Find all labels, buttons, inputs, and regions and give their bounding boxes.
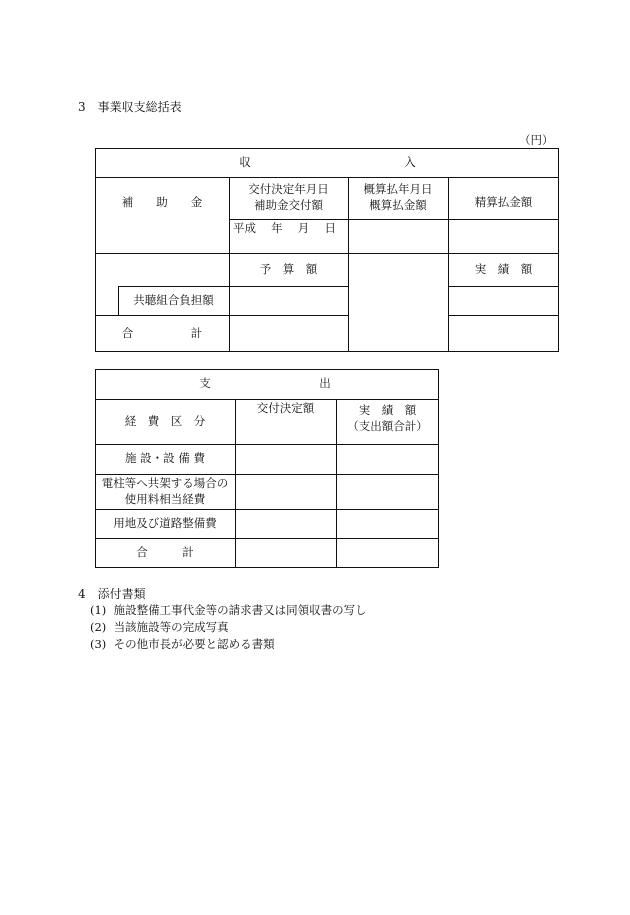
shared-burden-label: 共聴組合負担額 (133, 292, 214, 307)
estimate-header (348, 177, 448, 219)
category-label: 経 費 区 分 (124, 413, 206, 428)
expense-title-left: 支 (199, 376, 211, 391)
expense-decision-header: 交付決定額 (256, 401, 315, 416)
attachment-item-3: (3) その他市長が必要と認める書類 (90, 637, 275, 651)
expense-row-total: 合 計 (136, 545, 194, 560)
income-title-right: 入 (404, 154, 416, 169)
expense-actual-line2: （支出額合計） (347, 419, 428, 433)
actual-label: 実 績 額 (474, 261, 533, 276)
estimate-header-line1: 概算払年月日 (363, 182, 433, 197)
unit-label: （円） (519, 133, 554, 147)
expense-title-right: 出 (319, 376, 331, 391)
subsidy-label: 補 助 金 (121, 195, 203, 210)
estimate-header-line2: 概算払金額 (369, 198, 427, 212)
section3-heading: 3 事業収支総括表 (78, 100, 182, 114)
date-row: 平成 年 月 日 (233, 221, 336, 236)
income-title-left: 収 (239, 154, 251, 169)
attachment-item-2: (2) 当該施設等の完成写真 (90, 620, 229, 634)
section4-heading: 4 添付書類 (78, 587, 146, 601)
income-total-label: 合 計 (121, 325, 203, 340)
budget-label: 予 算 額 (259, 261, 318, 276)
settlement-header: 精算払金額 (474, 195, 533, 210)
attachment-item-1: (1) 施設整備工事代金等の請求書又は同領収書の写し (90, 603, 367, 617)
expense-row-facilities: 施 設・設 備 費 (125, 451, 205, 466)
expense-row-pole-fee: 電柱等へ共架する場合の 使用料相当経費 (101, 475, 229, 506)
decision-header-line1: 交付決定年月日 (248, 182, 329, 197)
decision-header (229, 177, 348, 219)
expense-actual-header (336, 401, 439, 437)
expense-row-land-road: 用地及び道路整備費 (113, 515, 217, 530)
expense-actual-line1: 実 績 額 (358, 403, 417, 418)
decision-header-line2: 補助金交付額 (254, 198, 323, 212)
